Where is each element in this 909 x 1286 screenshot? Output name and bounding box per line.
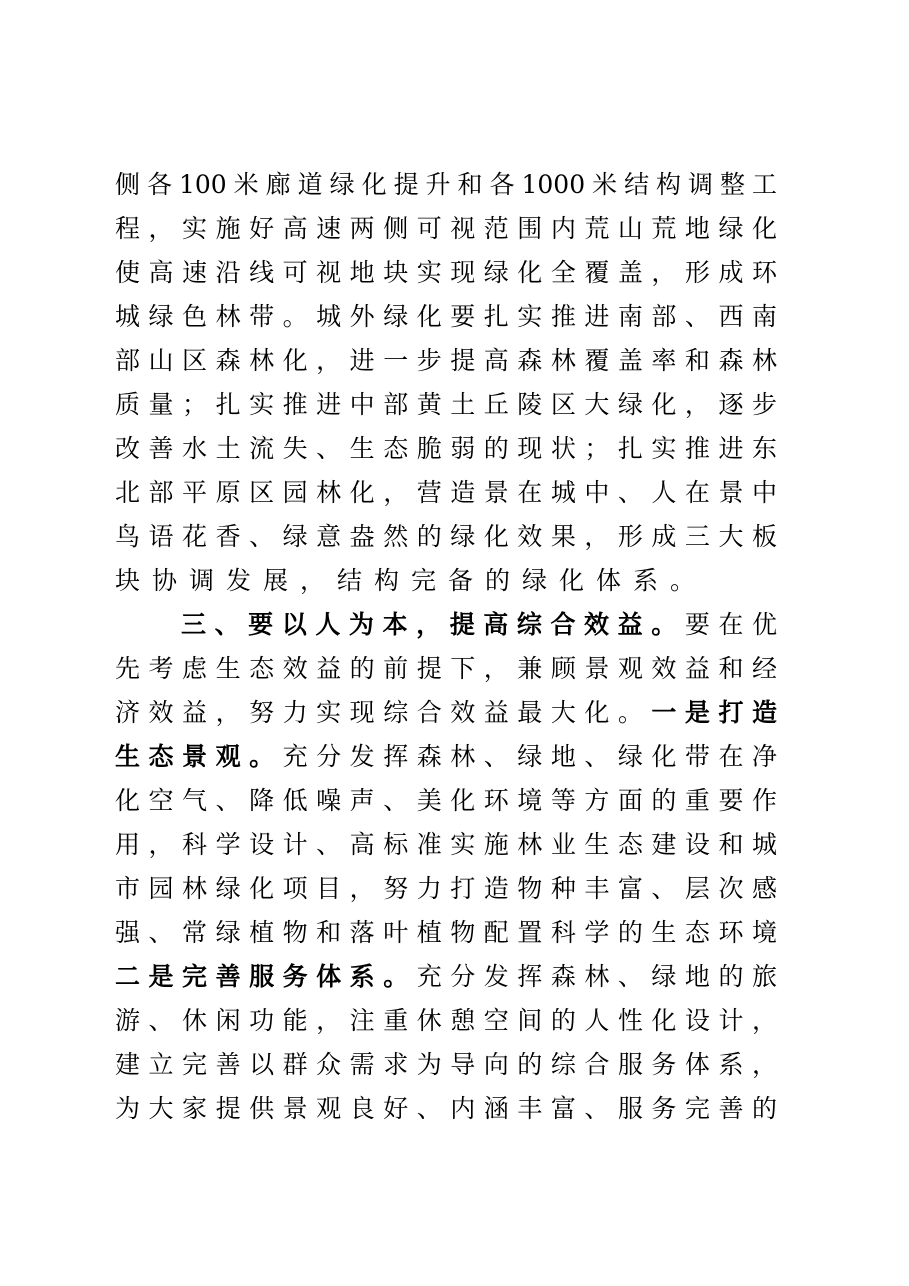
text-line xyxy=(115,295,777,339)
text-segment: 要在优 xyxy=(684,610,777,639)
text-line xyxy=(115,559,777,603)
text-line xyxy=(115,427,777,471)
bold-text-segment: 一是打造 xyxy=(651,698,777,727)
text-segment: 城绿色林带。城外绿化要扎实推进南部、西南 xyxy=(115,302,777,331)
text-line xyxy=(115,779,777,823)
text-segment: 化空气、降低噪声、美化环境等方面的重要作 xyxy=(115,786,777,815)
text-segment: 建立完善以群众需求为导向的综合服务体系， xyxy=(115,1050,777,1079)
text-segment: 北部平原区园林化，营造景在城中、人在景中 xyxy=(115,478,777,507)
text-segment: 强、常绿植物和落叶植物配置科学的生态环境 xyxy=(115,918,777,947)
text-segment: 为大家提供景观良好、内涵丰富、服务完善的 xyxy=(115,1094,777,1123)
document-body xyxy=(115,163,777,1131)
text-line xyxy=(115,603,777,647)
bold-text-segment: 二是完善服务体系。 xyxy=(115,962,417,991)
text-line xyxy=(115,339,777,383)
bold-text-segment: 生态景观。 xyxy=(115,742,283,771)
text-segment: 充分发挥森林、绿地、绿化带在净 xyxy=(282,742,777,771)
text-line xyxy=(115,691,777,735)
text-line xyxy=(115,251,777,295)
text-line xyxy=(115,999,777,1043)
text-line xyxy=(115,163,777,207)
text-segment: 充分发挥森林、绿地的旅 xyxy=(416,962,777,991)
bold-text-segment: 三、要以人为本，提高综合效益。 xyxy=(181,610,685,639)
text-segment: 程，实施好高速两侧可视范围内荒山荒地绿化 xyxy=(115,214,777,243)
text-line xyxy=(115,867,777,911)
text-line xyxy=(115,1043,777,1087)
text-segment: 先考虑生态效益的前提下，兼顾景观效益和经 xyxy=(115,654,777,683)
text-line xyxy=(115,207,777,251)
text-line xyxy=(115,735,777,779)
text-line xyxy=(115,383,777,427)
text-line xyxy=(115,647,777,691)
text-segment: 部山区森林化，进一步提高森林覆盖率和森林 xyxy=(115,346,777,375)
text-segment: 市园林绿化项目，努力打造物种丰富、层次感 xyxy=(115,874,777,903)
text-line xyxy=(115,515,777,559)
text-segment: 使高速沿线可视地块实现绿化全覆盖，形成环 xyxy=(115,258,777,287)
text-segment: 块协调发展，结构完备的绿化体系。 xyxy=(115,566,708,595)
text-segment: 改善水土流失、生态脆弱的现状；扎实推进东 xyxy=(115,434,777,463)
text-segment: 质量；扎实推进中部黄土丘陵区大绿化，逐步 xyxy=(115,390,777,419)
text-line xyxy=(115,1087,777,1131)
text-line xyxy=(115,955,777,999)
text-segment: 侧各100米廊道绿化提升和各1000米结构调整工 xyxy=(115,170,777,199)
text-line xyxy=(115,823,777,867)
text-segment: 用，科学设计、高标准实施林业生态建设和城 xyxy=(115,830,777,859)
text-line xyxy=(115,471,777,515)
text-segment: 济效益，努力实现综合效益最大化。 xyxy=(115,698,652,727)
text-segment: 鸟语花香、绿意盎然的绿化效果，形成三大板 xyxy=(115,522,777,551)
text-segment: 游、休闲功能，注重休憩空间的人性化设计， xyxy=(115,1006,777,1035)
text-line xyxy=(115,911,777,955)
